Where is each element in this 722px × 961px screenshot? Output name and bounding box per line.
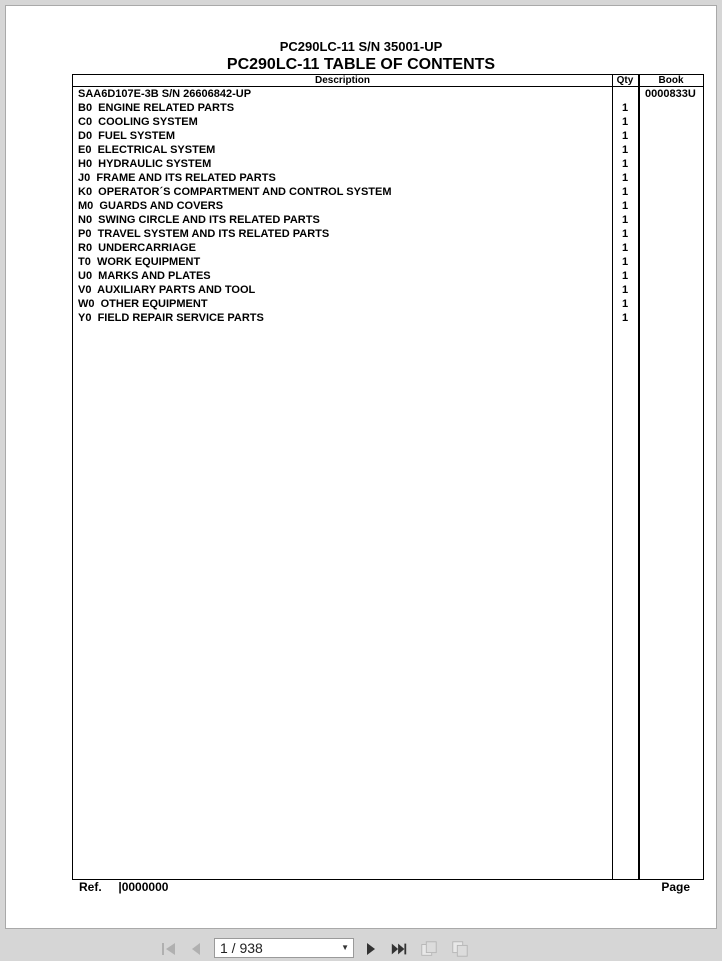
dropdown-icon[interactable]: ▼ [341, 943, 349, 952]
book-header: Book [658, 75, 684, 86]
page-indicator: 1 / 938 [220, 940, 263, 956]
row-description: D0 FUEL SYSTEM [78, 130, 175, 142]
row-qty: 1 [621, 270, 629, 282]
table-row [78, 214, 703, 228]
row-qty: 1 [621, 242, 629, 254]
table-row [78, 284, 703, 298]
table-row [78, 102, 703, 116]
fit-page-icon[interactable] [420, 940, 438, 958]
row-description: W0 OTHER EQUIPMENT [78, 298, 208, 310]
row-qty: 1 [621, 298, 629, 310]
footer-ref [79, 880, 168, 894]
description-header: Description [314, 75, 370, 86]
row-qty: 1 [621, 284, 629, 296]
table-row [78, 298, 703, 312]
document-page [5, 5, 717, 929]
previous-page-icon[interactable] [187, 940, 205, 958]
table-row [78, 158, 703, 172]
table-row [78, 172, 703, 186]
row-description: E0 ELECTRICAL SYSTEM [78, 144, 216, 156]
header-divider [73, 86, 703, 87]
row-description: R0 UNDERCARRIAGE [78, 242, 196, 254]
table-row [78, 228, 703, 242]
table-row [78, 312, 703, 326]
viewer-toolbar [0, 936, 722, 961]
table-row [78, 256, 703, 270]
row-qty: 1 [621, 102, 629, 114]
table-row [78, 116, 703, 130]
first-page-icon[interactable] [160, 940, 178, 958]
row-description: T0 WORK EQUIPMENT [78, 256, 201, 268]
next-page-icon[interactable] [362, 940, 380, 958]
table-row [78, 144, 703, 158]
table-row [78, 242, 703, 256]
row-description: N0 SWING CIRCLE AND ITS RELATED PARTS [78, 214, 320, 226]
last-page-icon[interactable] [390, 940, 408, 958]
ref-value: |0000000 [118, 880, 169, 894]
row-description: U0 MARKS AND PLATES [78, 270, 211, 282]
row-qty: 1 [621, 172, 629, 184]
row-description: Y0 FIELD REPAIR SERVICE PARTS [78, 312, 264, 324]
row-qty: 1 [621, 228, 629, 240]
table-row [78, 186, 703, 200]
row-qty: 1 [621, 256, 629, 268]
row-book: 0000833U [645, 88, 696, 100]
row-qty: 1 [621, 144, 629, 156]
row-description: M0 GUARDS AND COVERS [78, 200, 224, 212]
document-subtitle: PC290LC-11 S/N 35001-UP [279, 39, 443, 54]
row-description: K0 OPERATOR´S COMPARTMENT AND CONTROL SYSTEM [78, 186, 392, 198]
ref-label: Ref. [79, 880, 102, 894]
row-qty: 1 [621, 158, 629, 170]
row-qty: 1 [621, 312, 629, 324]
table-rows [78, 88, 703, 326]
qty-header: Qty [616, 75, 634, 86]
row-description: C0 COOLING SYSTEM [78, 116, 198, 128]
table-row [78, 270, 703, 284]
row-qty: 1 [621, 116, 629, 128]
row-qty: 1 [621, 200, 629, 212]
footer-page-label: Page [661, 880, 690, 894]
document-title: PC290LC-11 TABLE OF CONTENTS [226, 56, 496, 73]
row-qty: 1 [621, 214, 629, 226]
table-row [78, 200, 703, 214]
row-qty: 1 [621, 186, 629, 198]
row-description: V0 AUXILIARY PARTS AND TOOL [78, 284, 256, 296]
row-description: J0 FRAME AND ITS RELATED PARTS [78, 172, 276, 184]
row-description: SAA6D107E-3B S/N 26606842-UP [78, 88, 252, 100]
table-row [78, 88, 703, 102]
row-qty: 1 [621, 130, 629, 142]
row-description: H0 HYDRAULIC SYSTEM [78, 158, 212, 170]
row-description: P0 TRAVEL SYSTEM AND ITS RELATED PARTS [78, 228, 330, 240]
page-number-input[interactable] [214, 938, 354, 958]
fit-width-icon[interactable] [451, 940, 469, 958]
contents-table [72, 74, 704, 880]
row-description: B0 ENGINE RELATED PARTS [78, 102, 235, 114]
table-row [78, 130, 703, 144]
